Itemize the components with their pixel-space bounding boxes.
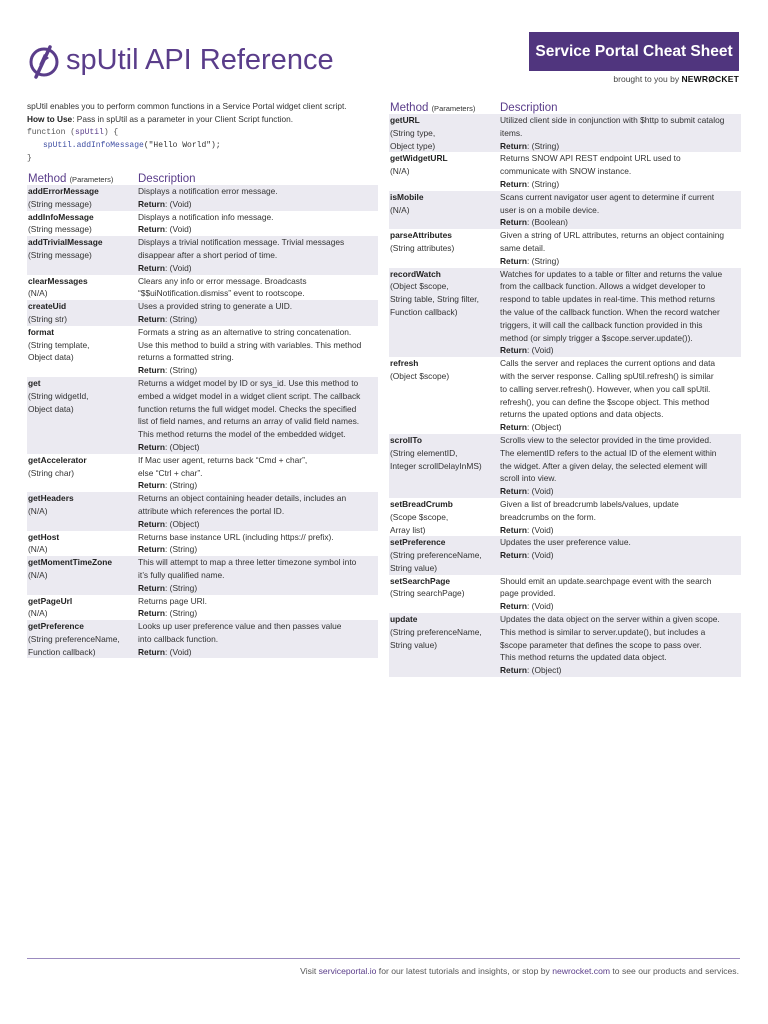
description-line: into callback function. bbox=[138, 633, 219, 644]
method-row bbox=[27, 275, 378, 301]
description-cell bbox=[500, 536, 741, 574]
method-cell bbox=[389, 191, 500, 229]
description-line: Updates the user preference value. bbox=[500, 537, 631, 548]
return-line bbox=[138, 543, 376, 556]
method-row bbox=[27, 454, 378, 492]
return-line bbox=[138, 364, 376, 377]
return-type: : (Boolean) bbox=[527, 217, 568, 228]
method-params: (Scope $scope, bbox=[390, 511, 449, 522]
return-line bbox=[500, 664, 739, 677]
method-row bbox=[27, 620, 378, 658]
method-row bbox=[389, 152, 741, 190]
method-cell bbox=[389, 613, 500, 677]
method-name: update bbox=[390, 614, 418, 625]
method-name: getPageUrl bbox=[28, 595, 73, 606]
return-type: : (Void) bbox=[165, 262, 192, 273]
method-name: get bbox=[28, 377, 41, 388]
return-line bbox=[138, 582, 376, 595]
method-cell bbox=[389, 152, 500, 190]
description-line: respond to table updates in real-time. This method returns bbox=[500, 294, 715, 305]
method-cell bbox=[27, 326, 138, 377]
return-type: : (Void) bbox=[527, 486, 554, 497]
return-line bbox=[500, 178, 739, 191]
method-cell bbox=[389, 114, 500, 152]
description-header: Description bbox=[500, 102, 558, 114]
description-line: This method returns the updated data object. bbox=[500, 652, 667, 663]
return-label: Return bbox=[138, 441, 165, 452]
method-params: (String preferenceName, bbox=[28, 633, 120, 644]
description-line: triggers, it will call the callback function provided in this bbox=[500, 319, 703, 330]
method-params: (N/A) bbox=[390, 166, 410, 177]
footer-text-1: Visit bbox=[300, 966, 319, 976]
return-type: : (Void) bbox=[527, 550, 554, 561]
description-cell bbox=[138, 326, 378, 377]
table-header bbox=[389, 98, 741, 114]
method-params: String table, String filter, bbox=[390, 294, 479, 305]
footer-divider bbox=[27, 958, 740, 959]
method-cell bbox=[389, 498, 500, 536]
return-line bbox=[138, 313, 376, 326]
return-label: Return bbox=[138, 480, 165, 491]
description-line: “$$uiNotification.dismiss” event to rootscope. bbox=[138, 288, 305, 299]
return-line bbox=[138, 646, 376, 659]
method-cell bbox=[389, 268, 500, 358]
method-name: addErrorMessage bbox=[28, 186, 99, 196]
description-cell bbox=[138, 377, 378, 454]
method-cell bbox=[27, 595, 138, 621]
return-label: Return bbox=[500, 550, 527, 561]
description-line: Returns an object containing header details, includes an bbox=[138, 493, 347, 504]
return-line bbox=[500, 216, 739, 229]
return-line bbox=[138, 479, 376, 492]
description-line: Utilized client side in conjunction with $http to submit catalog bbox=[500, 115, 725, 125]
return-label: Return bbox=[500, 217, 527, 228]
method-row bbox=[389, 575, 741, 613]
cheat-sheet-banner: Service Portal Cheat Sheet bbox=[529, 32, 739, 71]
method-params: (String searchPage) bbox=[390, 588, 465, 599]
code-param: spUtil bbox=[75, 128, 104, 137]
method-params: (Object $scope) bbox=[390, 370, 450, 381]
method-name: getHeaders bbox=[28, 493, 74, 504]
description-line: Given a string of URL attributes, returns an object containing bbox=[500, 230, 725, 241]
method-cell bbox=[389, 357, 500, 434]
method-params: Object data) bbox=[28, 403, 74, 414]
method-params: (N/A) bbox=[28, 544, 48, 555]
description-cell bbox=[500, 114, 741, 152]
method-name: clearMessages bbox=[28, 275, 88, 286]
method-row bbox=[27, 326, 378, 377]
return-label: Return bbox=[138, 518, 165, 529]
method-params: (String template, bbox=[28, 339, 90, 350]
description-line: Returns base instance URL (including https:// prefix). bbox=[138, 531, 334, 542]
description-line: $scope parameter that defines the scope to pass over. bbox=[500, 639, 702, 650]
return-line bbox=[500, 344, 739, 357]
description-line: the widget. After a given delay, the selected element will bbox=[500, 460, 708, 471]
description-line: The elementID refers to the actual ID of the element within bbox=[500, 447, 717, 458]
method-params: (String message) bbox=[28, 249, 92, 260]
description-cell bbox=[138, 185, 378, 211]
description-line: refresh(), you can define the $scope object. This method bbox=[500, 396, 710, 407]
method-name: setBreadCrumb bbox=[390, 498, 453, 509]
description-cell bbox=[138, 531, 378, 557]
description-header: Description bbox=[138, 173, 196, 185]
description-line: Clears any info or error message. Broadcasts bbox=[138, 275, 307, 286]
return-type: : (Object) bbox=[527, 422, 562, 433]
footer-text-2: for our latest tutorials and insights, or stop by bbox=[376, 966, 553, 976]
return-line bbox=[500, 549, 739, 562]
description-line: else “Ctrl + char”. bbox=[138, 467, 203, 478]
return-type: : (String) bbox=[165, 480, 198, 491]
method-row bbox=[27, 236, 378, 274]
description-cell bbox=[500, 357, 741, 434]
description-line: Updates the data object on the server within a given scope. bbox=[500, 614, 720, 625]
method-params: (N/A) bbox=[28, 608, 48, 619]
method-params: (String message) bbox=[28, 198, 92, 209]
method-cell bbox=[27, 620, 138, 658]
method-params: (String str) bbox=[28, 313, 68, 324]
code-paren: ( bbox=[65, 128, 76, 137]
description-line: returns a formatted string. bbox=[138, 352, 234, 363]
return-label: Return bbox=[138, 313, 165, 324]
brought-by bbox=[613, 74, 739, 84]
method-name: refresh bbox=[390, 358, 419, 369]
method-name: getHost bbox=[28, 531, 60, 542]
method-row bbox=[389, 191, 741, 229]
return-type: : (Void) bbox=[527, 345, 554, 356]
method-header-label: Method bbox=[28, 173, 67, 185]
description-cell bbox=[138, 556, 378, 594]
brand-logo: NEWRØCKET bbox=[681, 74, 739, 84]
description-line: it’s fully qualified name. bbox=[138, 569, 225, 580]
return-line bbox=[500, 600, 739, 613]
method-cell bbox=[27, 300, 138, 326]
return-type: : (Void) bbox=[165, 198, 192, 209]
return-type: : (Void) bbox=[527, 524, 554, 535]
return-line bbox=[138, 223, 376, 236]
description-line: If Mac user agent, returns back “Cmd + char”, bbox=[138, 454, 308, 465]
return-label: Return bbox=[138, 646, 165, 657]
description-line: function returns the full widget model. Checks the specified bbox=[138, 403, 357, 414]
description-line: Calls the server and replaces the current options and data bbox=[500, 358, 716, 369]
method-row bbox=[389, 268, 741, 358]
footer bbox=[300, 966, 739, 976]
logo-icon bbox=[28, 44, 60, 80]
intro-text: spUtil enables you to perform common functions in a Service Portal widget client script. bbox=[27, 101, 347, 111]
return-type: : (String) bbox=[527, 255, 560, 266]
description-line: Returns SNOW API REST endpoint URL used to bbox=[500, 153, 681, 164]
description-cell bbox=[138, 492, 378, 530]
method-params: (String preferenceName, bbox=[390, 626, 482, 637]
method-name: setSearchPage bbox=[390, 575, 451, 586]
return-line bbox=[138, 198, 376, 211]
how-to-use-label: How to Use bbox=[27, 113, 73, 124]
table-header bbox=[27, 169, 378, 185]
method-params: Integer scrollDelayInMS) bbox=[390, 460, 482, 471]
description-line: scroll into view. bbox=[500, 473, 557, 484]
description-line: same detail. bbox=[500, 242, 546, 253]
method-params: (String message) bbox=[28, 224, 92, 235]
method-row bbox=[27, 185, 378, 211]
method-params: (N/A) bbox=[28, 505, 48, 516]
method-cell bbox=[389, 434, 500, 498]
return-label: Return bbox=[138, 608, 165, 619]
description-cell bbox=[138, 454, 378, 492]
method-name: format bbox=[28, 326, 55, 337]
return-line bbox=[138, 518, 376, 531]
description-cell bbox=[500, 613, 741, 677]
return-type: : (String) bbox=[165, 313, 198, 324]
method-params: (Object $scope, bbox=[390, 281, 449, 292]
return-line bbox=[500, 255, 739, 268]
return-label: Return bbox=[138, 224, 165, 235]
how-to-use bbox=[27, 113, 378, 126]
method-params: Function callback) bbox=[28, 646, 96, 657]
return-line bbox=[138, 607, 376, 620]
description-line: attribute which references the portal ID. bbox=[138, 505, 285, 516]
description-line: This method is similar to server.update(), but includes a bbox=[500, 626, 706, 637]
method-cell bbox=[389, 229, 500, 267]
method-name: recordWatch bbox=[390, 268, 441, 279]
serviceportal-link[interactable]: serviceportal.io bbox=[318, 966, 377, 976]
return-label: Return bbox=[500, 345, 527, 356]
description-line: Watches for updates to a table or filter and returns the value bbox=[500, 268, 723, 279]
description-cell bbox=[138, 595, 378, 621]
return-label: Return bbox=[500, 140, 527, 151]
right-column bbox=[389, 98, 741, 677]
method-cell bbox=[27, 275, 138, 301]
return-type: : (Void) bbox=[165, 224, 192, 235]
intro bbox=[27, 100, 378, 125]
method-name: addTrivialMessage bbox=[28, 237, 103, 248]
return-line bbox=[500, 524, 739, 537]
code-end: } bbox=[27, 154, 32, 163]
description-cell bbox=[500, 229, 741, 267]
description-line: returns the upated options and data objects. bbox=[500, 409, 664, 420]
return-type: : (Object) bbox=[165, 441, 200, 452]
description-line: with the server response. Calling spUtil.refresh() is similar bbox=[500, 370, 714, 381]
method-name: getAccelerator bbox=[28, 454, 87, 465]
newrocket-link[interactable]: newrocket.com bbox=[552, 966, 611, 976]
description-cell bbox=[138, 275, 378, 301]
description-cell bbox=[500, 575, 741, 613]
return-label: Return bbox=[500, 665, 527, 676]
code-brace: ) { bbox=[103, 128, 119, 137]
method-cell bbox=[27, 556, 138, 594]
code-call: spUtil.addInfoMessage bbox=[43, 141, 144, 150]
return-type: : (String) bbox=[165, 365, 198, 376]
method-params: (String widgetId, bbox=[28, 390, 89, 401]
method-name: getMomentTimeZone bbox=[28, 557, 113, 568]
description-line: Looks up user preference value and then passes value bbox=[138, 621, 342, 632]
description-line: Use this method to build a string with variables. This method bbox=[138, 339, 362, 350]
left-method-table bbox=[27, 185, 378, 658]
description-line: method (or simply trigger a $scope.server.update()). bbox=[500, 332, 693, 343]
method-params: (N/A) bbox=[28, 569, 48, 580]
description-line: Returns page URl. bbox=[138, 595, 207, 606]
return-line bbox=[138, 441, 376, 454]
method-row bbox=[27, 556, 378, 594]
description-line: This method returns the model of the embedded widget. bbox=[138, 429, 346, 440]
method-name: getURL bbox=[390, 115, 420, 125]
description-line: Scrolls view to the selector provided in the time provided. bbox=[500, 434, 712, 445]
description-line: from the callback function. Allows a widget developer to bbox=[500, 281, 706, 292]
description-line: Scans current navigator user agent to determine if current bbox=[500, 191, 715, 202]
right-method-table bbox=[389, 114, 741, 677]
method-name: setPreference bbox=[390, 537, 446, 548]
method-cell bbox=[389, 575, 500, 613]
method-params: (String char) bbox=[28, 467, 75, 478]
method-name: createUid bbox=[28, 301, 67, 312]
method-cell bbox=[27, 531, 138, 557]
return-label: Return bbox=[500, 255, 527, 266]
description-cell bbox=[500, 498, 741, 536]
description-cell bbox=[138, 236, 378, 274]
description-line: page provided. bbox=[500, 588, 556, 599]
description-line: Should emit an update.searchpage event with the search bbox=[500, 575, 712, 586]
return-line bbox=[138, 262, 376, 275]
return-type: : (Object) bbox=[527, 665, 562, 676]
return-label: Return bbox=[138, 544, 165, 555]
description-line: list of field names, and returns an array of valid field names. bbox=[138, 416, 360, 427]
method-name: addInfoMessage bbox=[28, 211, 94, 222]
description-line: Uses a provided string to generate a UID. bbox=[138, 301, 293, 312]
return-type: : (Object) bbox=[165, 518, 200, 529]
return-type: : (String) bbox=[527, 140, 560, 151]
method-row bbox=[389, 114, 741, 152]
method-name: scrollTo bbox=[390, 434, 422, 445]
description-line: embed a widget model in a widget client script. The callback bbox=[138, 390, 361, 401]
return-label: Return bbox=[500, 178, 527, 189]
method-cell bbox=[27, 211, 138, 237]
code-snippet bbox=[27, 126, 378, 165]
method-params: (String preferenceName, bbox=[390, 550, 482, 561]
description-line: Displays a trivial notification message. Trivial messages bbox=[138, 237, 345, 248]
method-row bbox=[389, 434, 741, 498]
method-row bbox=[389, 357, 741, 434]
method-params: Function callback) bbox=[390, 306, 458, 317]
description-line: Displays a notification error message. bbox=[138, 186, 278, 196]
method-header-label: Method bbox=[390, 102, 429, 114]
return-line bbox=[500, 140, 739, 153]
method-cell bbox=[27, 454, 138, 492]
method-params: String value) bbox=[390, 639, 438, 650]
return-line bbox=[500, 421, 739, 434]
footer-text-3: to see our products and services. bbox=[610, 966, 739, 976]
method-params: (String type, bbox=[390, 127, 436, 138]
method-name: getWidgetURL bbox=[390, 153, 448, 164]
method-name: getPreference bbox=[28, 621, 84, 632]
params-header-label: (Parameters) bbox=[69, 175, 114, 184]
brought-by-text: brought to you by bbox=[613, 74, 680, 84]
method-row bbox=[27, 377, 378, 454]
method-row bbox=[389, 536, 741, 574]
return-label: Return bbox=[138, 582, 165, 593]
method-row bbox=[27, 531, 378, 557]
return-label: Return bbox=[500, 601, 527, 612]
method-header bbox=[389, 102, 500, 114]
description-cell bbox=[500, 191, 741, 229]
description-line: the value of the callback function. When the record watcher bbox=[500, 306, 720, 317]
method-cell bbox=[27, 185, 138, 211]
method-params: (N/A) bbox=[28, 288, 48, 299]
return-label: Return bbox=[500, 422, 527, 433]
description-cell bbox=[500, 268, 741, 358]
return-type: : (String) bbox=[165, 582, 198, 593]
description-cell bbox=[138, 211, 378, 237]
description-line: items. bbox=[500, 127, 523, 138]
description-line: disappear after a short period of time. bbox=[138, 249, 278, 260]
page-title: spUtil API Reference bbox=[66, 44, 334, 76]
method-params: (String elementID, bbox=[390, 447, 458, 458]
page-header bbox=[0, 0, 768, 96]
return-label: Return bbox=[500, 524, 527, 535]
return-type: : (Void) bbox=[165, 646, 192, 657]
method-cell bbox=[389, 536, 500, 574]
method-params: Object type) bbox=[390, 140, 436, 151]
code-arg: ("Hello World"); bbox=[143, 141, 221, 150]
description-cell bbox=[500, 434, 741, 498]
params-header-label: (Parameters) bbox=[431, 104, 476, 113]
method-name: isMobile bbox=[390, 191, 424, 202]
description-cell bbox=[138, 620, 378, 658]
method-row bbox=[389, 498, 741, 536]
method-cell bbox=[27, 236, 138, 274]
method-name: parseAttributes bbox=[390, 230, 452, 241]
method-row bbox=[27, 492, 378, 530]
description-line: communicate with SNOW instance. bbox=[500, 166, 632, 177]
description-line: to calling server.refresh(). However, when you call spUtil. bbox=[500, 383, 711, 394]
method-row bbox=[389, 229, 741, 267]
return-type: : (Void) bbox=[527, 601, 554, 612]
return-label: Return bbox=[500, 486, 527, 497]
method-row bbox=[27, 211, 378, 237]
left-column bbox=[27, 100, 378, 658]
method-row bbox=[389, 613, 741, 677]
description-line: Returns a widget model by ID or sys_id. Use this method to bbox=[138, 377, 359, 388]
description-line: This will attempt to map a three letter timezone symbol into bbox=[138, 557, 357, 568]
how-to-use-text: : Pass in spUtil as a parameter in your Client Script function. bbox=[72, 113, 294, 124]
description-cell bbox=[500, 152, 741, 190]
description-line: Formats a string as an alternative to string concatenation. bbox=[138, 326, 352, 337]
return-type: : (String) bbox=[165, 544, 198, 555]
return-label: Return bbox=[138, 198, 165, 209]
return-type: : (String) bbox=[165, 608, 198, 619]
description-cell bbox=[138, 300, 378, 326]
method-cell bbox=[27, 492, 138, 530]
method-cell bbox=[27, 377, 138, 454]
description-line: user is on a mobile device. bbox=[500, 204, 600, 215]
method-params: String value) bbox=[390, 562, 438, 573]
description-line: Given a list of breadcrumb labels/values, update bbox=[500, 498, 679, 509]
method-params: Array list) bbox=[390, 524, 426, 535]
return-label: Return bbox=[138, 262, 165, 273]
method-header bbox=[27, 173, 138, 185]
return-label: Return bbox=[138, 365, 165, 376]
method-row bbox=[27, 595, 378, 621]
description-line: Displays a notification info message. bbox=[138, 211, 274, 222]
method-params: Object data) bbox=[28, 352, 74, 363]
return-type: : (String) bbox=[527, 178, 560, 189]
method-params: (N/A) bbox=[390, 204, 410, 215]
return-line bbox=[500, 485, 739, 498]
description-line: breadcrumbs on the form. bbox=[500, 511, 596, 522]
code-keyword: function bbox=[27, 128, 66, 137]
method-params: (String attributes) bbox=[390, 242, 455, 253]
method-row bbox=[27, 300, 378, 326]
